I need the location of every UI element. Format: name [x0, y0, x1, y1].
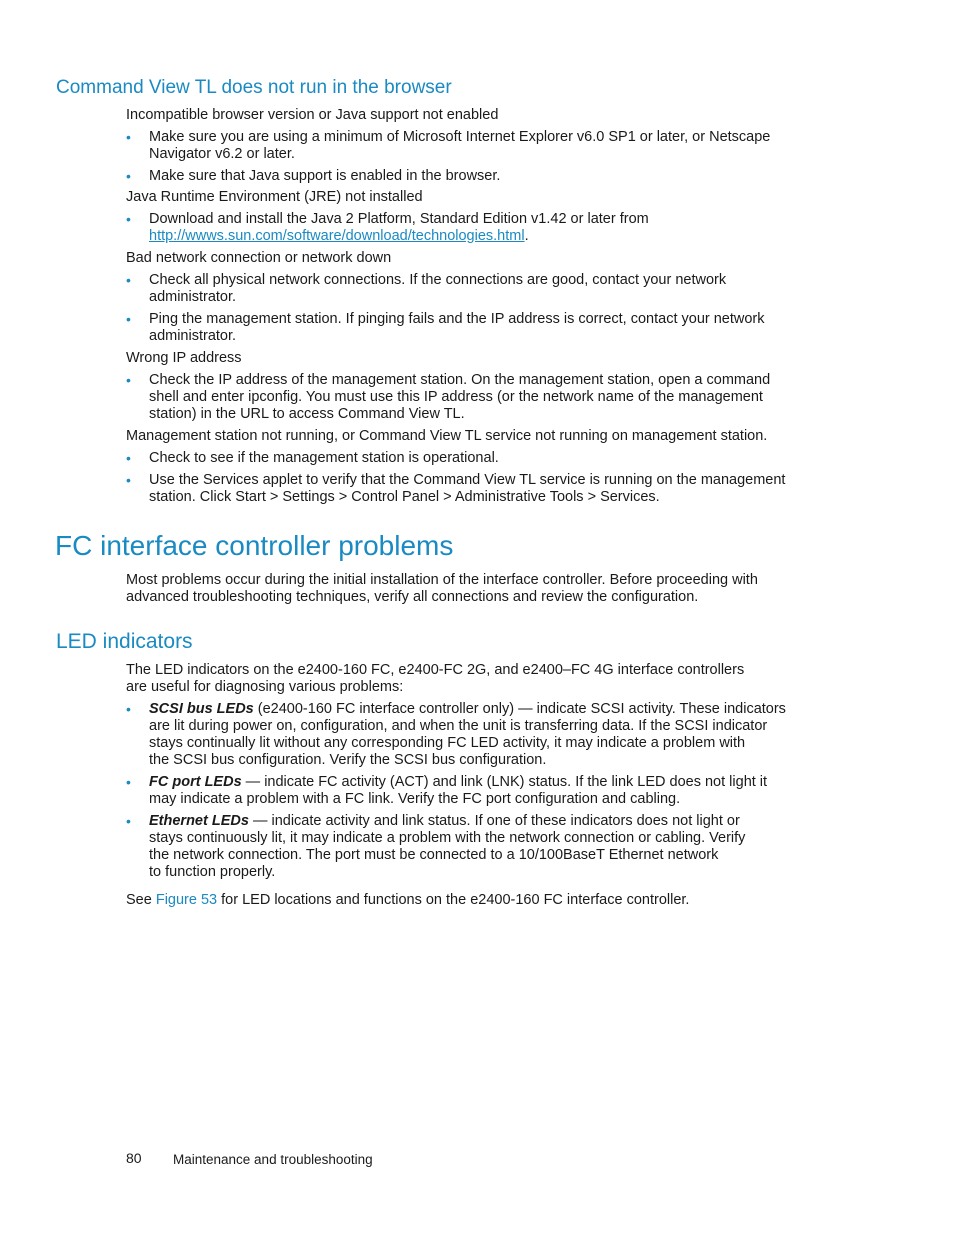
- see-figure-sentence: [126, 892, 689, 909]
- section-heading-led: LED indicators: [56, 630, 193, 653]
- bullet-text: to function properly.: [149, 864, 276, 880]
- term-description: (e2400-160 FC interface controller only) — indicate SCSI activity. These indicators: [253, 701, 786, 717]
- condition-browser-version: Incompatible browser version or Java support not enabled: [126, 107, 499, 123]
- bullet-text: Navigator v6.2 or later.: [149, 146, 295, 162]
- condition-jre: Java Runtime Environment (JRE) not installed: [126, 189, 423, 205]
- led-paragraph: The LED indicators on the e2400-160 FC, e2400-FC 2G, and e2400–FC 4G interface controllers: [126, 662, 745, 678]
- bullet-text: Use the Services applet to verify that the Command View TL service is running on the management: [149, 472, 786, 488]
- bullet-icon: •: [126, 272, 131, 288]
- bullet-icon: •: [126, 450, 131, 466]
- bullet-text: stays continually lit without any corresponding FC LED activity, it may indicate a problem with: [149, 735, 746, 751]
- bullet-text: Make sure you are using a minimum of Microsoft Internet Explorer v6.0 SP1 or later, or Netscape: [149, 129, 771, 145]
- term-scsi-bus-leds: SCSI bus LEDs: [149, 701, 254, 717]
- figure-53-link[interactable]: Figure 53: [155, 892, 218, 908]
- bullet-icon: •: [126, 168, 131, 184]
- bullet-text: station. Click Start > Settings > Control Panel > Administrative Tools > Services.: [149, 489, 660, 505]
- bullet-icon: •: [126, 129, 131, 145]
- bullet-text: [149, 701, 786, 718]
- term-description: — indicate FC activity (ACT) and link (LNK) status. If the link LED does not light it: [241, 774, 768, 790]
- bullet-icon: •: [126, 372, 131, 388]
- bullet-text: Make sure that Java support is enabled in the browser.: [149, 168, 501, 184]
- bullet-icon: •: [126, 211, 131, 227]
- bullet-text: [149, 228, 529, 245]
- section-heading-fc: FC interface controller problems: [55, 530, 454, 561]
- bullet-text: station) in the URL to access Command View TL.: [149, 406, 465, 422]
- condition-network: Bad network connection or network down: [126, 250, 392, 266]
- term-description: — indicate activity and link status. If one of these indicators does not light or: [248, 813, 740, 829]
- see-prefix: See: [126, 892, 156, 908]
- bullet-text: administrator.: [149, 289, 237, 305]
- bullet-text: are lit during power on, configuration, and when the unit is transferring data. If the SCSI indicator: [149, 718, 768, 734]
- bullet-icon: •: [126, 813, 131, 829]
- bullet-text: shell and enter ipconfig. You must use this IP address (or the network name of the management: [149, 389, 763, 405]
- bullet-text: [149, 774, 767, 791]
- page-number: 80: [126, 1150, 142, 1166]
- bullet-text: Ping the management station. If pinging fails and the IP address is correct, contact your network: [149, 311, 765, 327]
- bullet-text-end: .: [524, 228, 529, 244]
- bullet-text: the SCSI bus configuration. Verify the SCSI bus configuration.: [149, 752, 547, 768]
- section-heading-browser: Command View TL does not run in the browser: [56, 77, 452, 98]
- bullet-icon: •: [126, 472, 131, 488]
- bullet-text: Check the IP address of the management station. On the management station, open a command: [149, 372, 771, 388]
- java-download-link[interactable]: http://wwws.sun.com/software/download/technologies.html: [149, 228, 525, 244]
- bullet-icon: •: [126, 774, 131, 790]
- bullet-text: may indicate a problem with a FC link. Verify the FC port configuration and cabling.: [149, 791, 681, 807]
- condition-management-station: Management station not running, or Command View TL service not running on management station.: [126, 428, 768, 444]
- bullet-text: Download and install the Java 2 Platform, Standard Edition v1.42 or later from: [149, 211, 649, 227]
- bullet-text: Check to see if the management station is operational.: [149, 450, 499, 466]
- bullet-text: [149, 813, 740, 830]
- fc-paragraph: Most problems occur during the initial installation of the interface controller. Before proceeding with: [126, 572, 758, 588]
- bullet-text: the network connection. The port must be connected to a 10/100BaseT Ethernet network: [149, 847, 719, 863]
- led-paragraph: are useful for diagnosing various problems:: [126, 679, 404, 695]
- bullet-icon: •: [126, 311, 131, 327]
- term-ethernet-leds: Ethernet LEDs: [149, 813, 249, 829]
- bullet-text: stays continuously lit, it may indicate a problem with the network connection or cabling. Verify: [149, 830, 746, 846]
- see-suffix: for LED locations and functions on the e2400-160 FC interface controller.: [217, 892, 690, 908]
- bullet-icon: •: [126, 701, 131, 717]
- fc-paragraph: advanced troubleshooting techniques, verify all connections and review the configuration.: [126, 589, 699, 605]
- condition-ip: Wrong IP address: [126, 350, 242, 366]
- bullet-text: administrator.: [149, 328, 237, 344]
- bullet-text: Check all physical network connections. If the connections are good, contact your network: [149, 272, 727, 288]
- footer-chapter-title: Maintenance and troubleshooting: [173, 1152, 373, 1167]
- term-fc-port-leds: FC port LEDs: [149, 774, 242, 790]
